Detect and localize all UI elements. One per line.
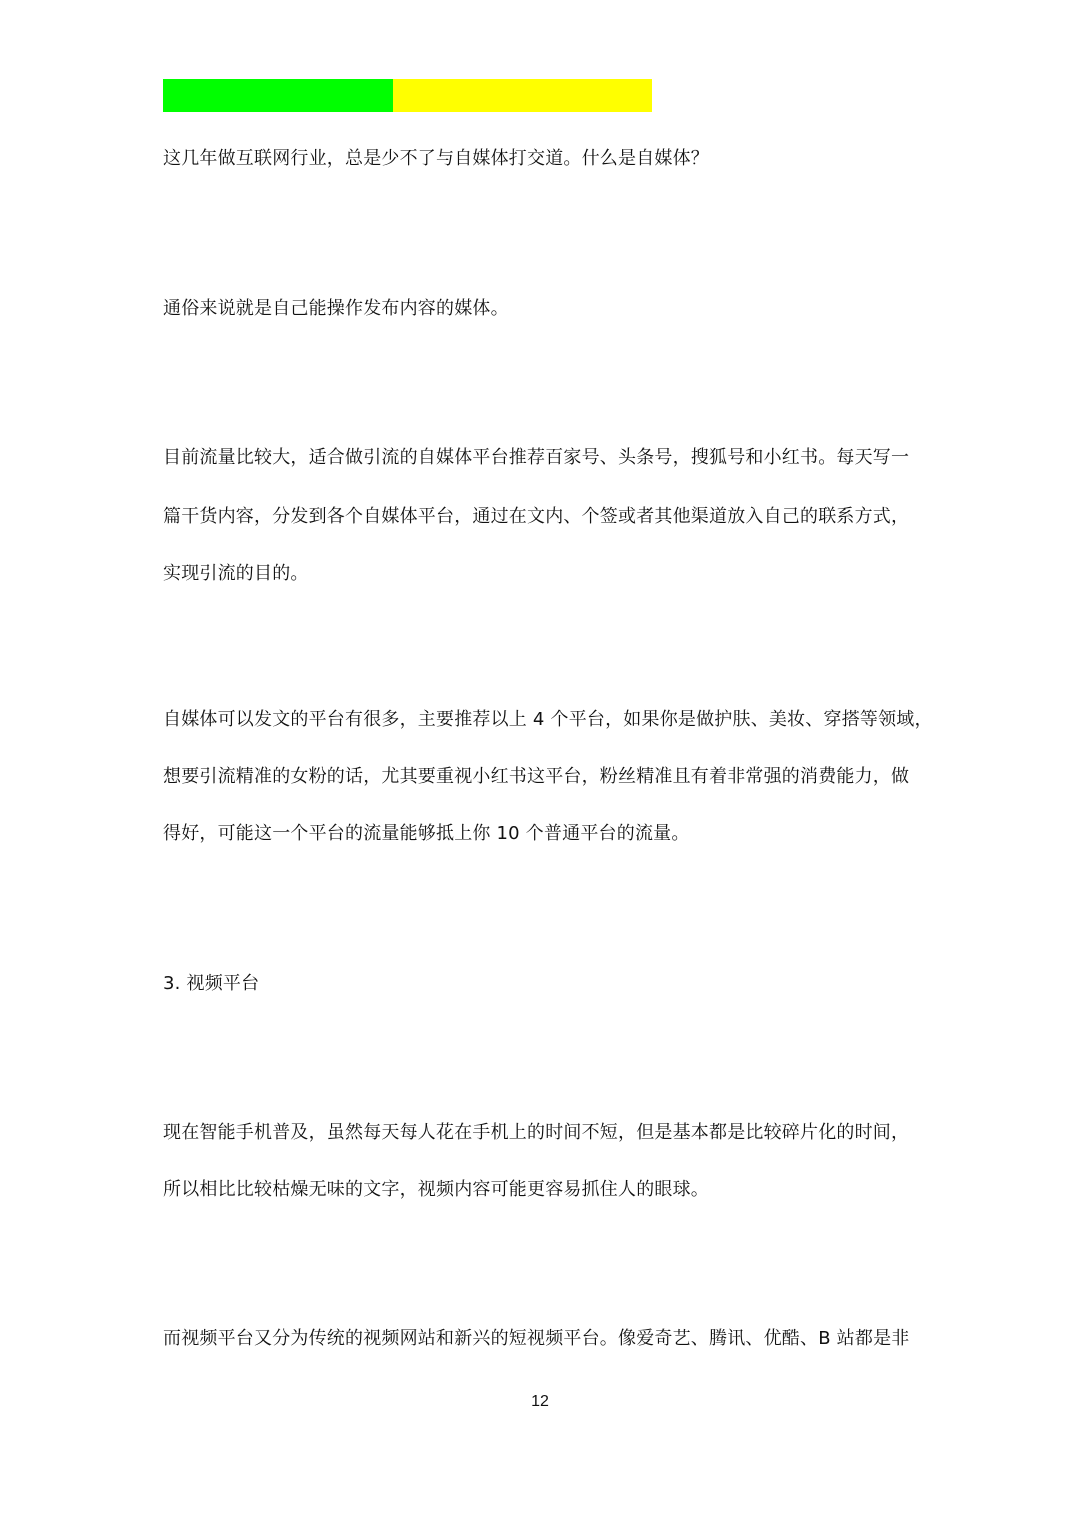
paragraph-platforms-line-1: 目前流量比较大，适合做引流的自媒体平台推荐百家号、头条号，搜狐号和小红书。每天写一 [163,447,910,468]
header-bar-yellow [393,79,652,112]
section-heading-video-platforms: 3. 视频平台 [163,973,260,994]
paragraph-intro-line-1: 这几年做互联网行业，总是少不了与自媒体打交道。什么是自媒体？ [163,148,709,169]
page-number: 12 [531,1393,549,1410]
paragraph-definition-line-1: 通俗来说就是自己能操作发布内容的媒体。 [163,298,509,319]
paragraph-video-line-1: 现在智能手机普及，虽然每天每人花在手机上的时间不短，但是基本都是比较碎片化的时间， [163,1122,910,1143]
paragraph-platforms-line-2: 篇干货内容，分发到各个自媒体平台，通过在文内、个签或者其他渠道放入自己的联系方式， [163,506,910,527]
paragraph-video-line-2: 所以相比比较枯燥无味的文字，视频内容可能更容易抓住人的眼球。 [163,1179,709,1200]
header-bar-green [163,79,393,112]
paragraph-xiaohongshu-line-3: 得好，可能这一个平台的流量能够抵上你 10 个普通平台的流量。 [163,823,690,844]
paragraph-xiaohongshu-line-1: 自媒体可以发文的平台有很多，主要推荐以上 4 个平台，如果你是做护肤、美妆、穿搭等领域， [163,709,933,730]
paragraph-xiaohongshu-line-2: 想要引流精准的女粉的话，尤其要重视小红书这平台，粉丝精准且有着非常强的消费能力，做 [163,766,910,787]
header-color-bar [163,79,652,112]
paragraph-platforms-line-3: 实现引流的目的。 [163,563,309,584]
paragraph-video-types-line-1: 而视频平台又分为传统的视频网站和新兴的短视频平台。像爱奇艺、腾讯、优酷、B 站都是非 [163,1328,910,1349]
